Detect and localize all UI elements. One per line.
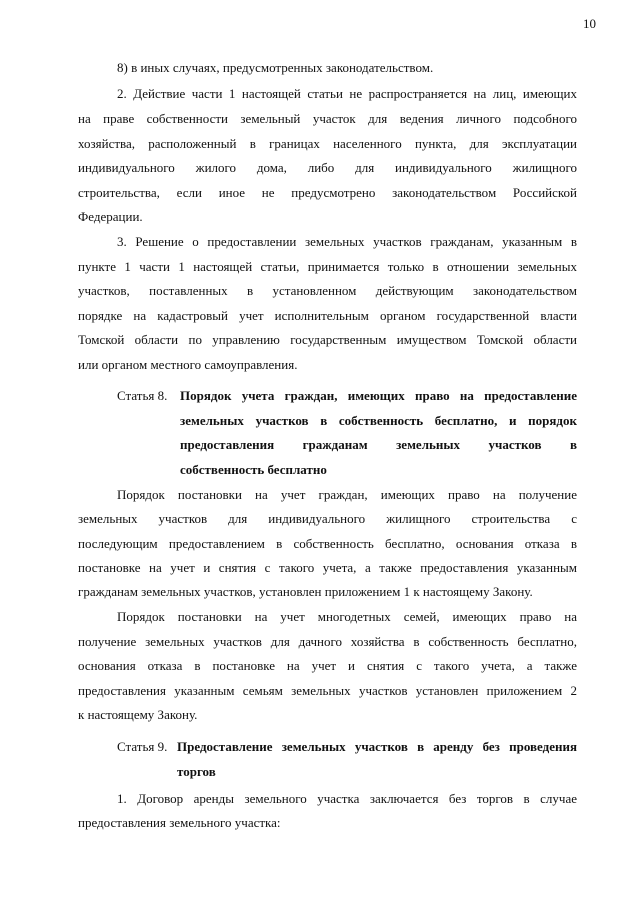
article-9-title-line: торгов — [177, 764, 216, 779]
paragraph-line: строительства, если иное не предусмотрено законодательством Российской — [78, 185, 577, 200]
paragraph-line: Порядок постановки на учет многодетных семей, имеющих право на — [117, 609, 577, 624]
article-9-prefix: Статья 9. — [117, 739, 168, 754]
paragraph-line: порядке на кадастровый учет исполнительным органом государственной власти — [78, 308, 577, 323]
paragraph-line: Федерации. — [78, 209, 143, 224]
paragraph-line: Томской области по управлению государственным имуществом Томской области — [78, 332, 577, 347]
paragraph-line: 3. Решение о предоставлении земельных участков гражданам, указанным в — [117, 234, 577, 249]
paragraph-line: основания отказа в постановке на учет и снятия с такого учета, а также — [78, 658, 577, 673]
paragraph-line: индивидуального жилого дома, либо для индивидуального жилищного — [78, 160, 577, 175]
paragraph-line: или органом местного самоуправления. — [78, 357, 298, 372]
paragraph-line: Порядок постановки на учет граждан, имеющих право на получение — [117, 487, 577, 502]
paragraph-line: 2. Действие части 1 настоящей статьи не распространяется на лиц, имеющих — [117, 86, 577, 101]
article-8-title-line: земельных участков в собственность бесплатно, и порядок — [180, 413, 577, 428]
paragraph-line: предоставления земельного участка: — [78, 815, 281, 830]
paragraph-line: хозяйства, расположенный в границах населенного пункта, для эксплуатации — [78, 136, 577, 151]
paragraph-line: пункте 1 части 1 настоящей статьи, принимается только в отношении земельных — [78, 259, 577, 274]
paragraph-line: к настоящему Закону. — [78, 707, 198, 722]
paragraph-line: на праве собственности земельный участок для ведения личного подсобного — [78, 111, 577, 126]
article-8-prefix: Статья 8. — [117, 388, 168, 403]
paragraph-line: земельных участков для индивидуального жилищного строительства с — [78, 511, 577, 526]
article-9-title-line: Предоставление земельных участков в аренду без проведения — [177, 739, 577, 754]
article-8-title-line: Порядок учета граждан, имеющих право на предоставление — [180, 388, 577, 403]
page-number: 10 — [583, 16, 596, 31]
paragraph-line: постановке на учет и снятия с такого учета, а также предоставления указанным — [78, 560, 577, 575]
article-8-title-line: собственность бесплатно — [180, 462, 327, 477]
paragraph-line: предоставления указанным семьям земельных участков установлен приложением 2 — [78, 683, 577, 698]
list-item-8: 8) в иных случаях, предусмотренных законодательством. — [117, 60, 434, 75]
paragraph-line: 1. Договор аренды земельного участка заключается без торгов в случае — [117, 791, 577, 806]
paragraph-line: получение земельных участков для дачного хозяйства в собственность бесплатно, — [78, 634, 577, 649]
paragraph-line: гражданам земельных участков, установлен приложением 1 к настоящему Закону. — [78, 584, 533, 599]
paragraph-line: последующим предоставлением в собственность бесплатно, основания отказа в — [78, 536, 577, 551]
paragraph-line: участков, поставленных в установленном действующим законодательством — [78, 283, 577, 298]
article-8-title-line: предоставления гражданам земельных участков в — [180, 437, 577, 452]
